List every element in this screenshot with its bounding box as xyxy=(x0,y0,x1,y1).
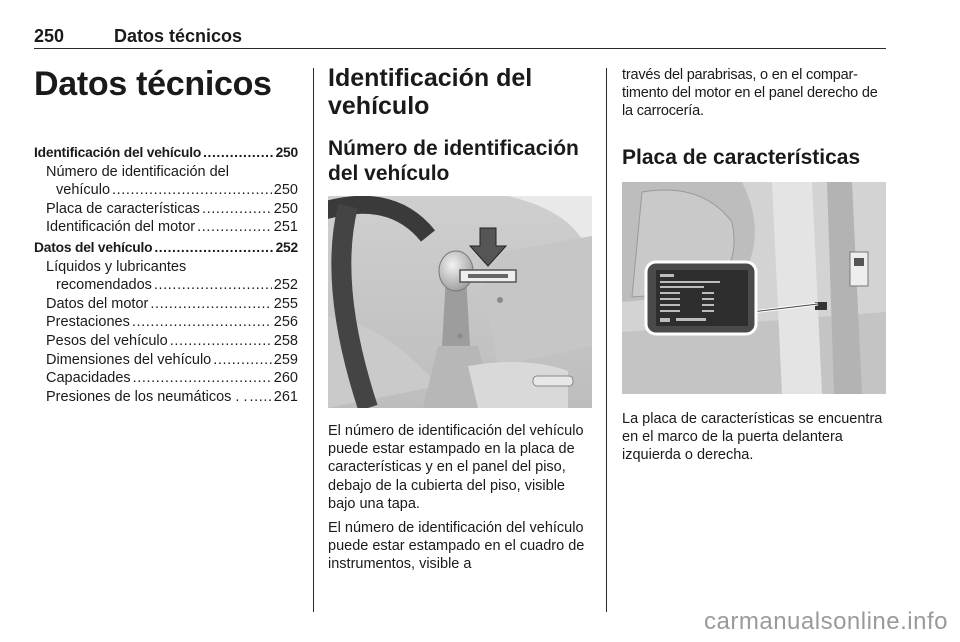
toc-leader-dots xyxy=(203,144,273,163)
toc-page-number: 251 xyxy=(273,219,298,236)
toc-entry xyxy=(34,351,298,370)
toc-entry-label: Pesos del vehículo xyxy=(46,332,168,349)
toc-page-number: 250 xyxy=(273,182,298,199)
toc-entry xyxy=(34,181,298,200)
toc-entry xyxy=(34,218,298,237)
toc-entry xyxy=(34,276,298,295)
toc-entry-label: Número de identificación del xyxy=(46,163,229,180)
toc-entry xyxy=(34,369,298,388)
toc-page-number: 256 xyxy=(273,314,298,331)
toc-entry xyxy=(34,163,298,182)
toc-entry xyxy=(34,388,298,407)
toc-leader-dots xyxy=(213,351,272,370)
paragraph: El número de identificación del vehículo puede estar estampado en la placa de características y en el panel del piso, debajo de la cubierta del piso, visible bajo una tapa. xyxy=(328,423,584,512)
toc-entry xyxy=(34,313,298,332)
toc-entry-label: Datos del motor xyxy=(46,295,149,312)
toc-entry-label: Presiones de los neumáticos . . xyxy=(46,388,248,405)
toc-leader-dots xyxy=(170,332,272,351)
toc-page-number: 261 xyxy=(273,388,298,405)
toc-leader-dots xyxy=(154,239,273,258)
toc-page-number: 255 xyxy=(273,295,298,312)
identification-plate-illustration xyxy=(622,182,886,394)
section-heading: Identificación del vehículo xyxy=(328,64,533,120)
toc-entry-label: Identificación del vehículo xyxy=(34,145,202,160)
toc-page-number: 252 xyxy=(273,277,298,294)
table-of-contents xyxy=(34,144,298,406)
toc-section-entry xyxy=(34,144,298,163)
column-divider-2 xyxy=(606,68,607,612)
toc-leader-dots xyxy=(197,218,272,237)
toc-leader-dots xyxy=(250,388,272,407)
toc-entry-label: vehículo xyxy=(56,182,111,199)
column-toc xyxy=(34,64,298,406)
toc-entry-label: recomendados xyxy=(56,277,152,294)
toc-entry-label: Placa de características xyxy=(46,200,200,217)
watermark: carmanualsonline.info xyxy=(704,608,948,635)
paragraph: través del parabrisas, o en el compar- timento del motor en el panel derecho de la carrocería. xyxy=(622,67,878,120)
toc-entry-label: Datos del vehículo xyxy=(34,239,153,255)
toc-entry-label: Líquidos y lubricantes xyxy=(46,258,187,275)
page-number: 250 xyxy=(34,26,65,46)
toc-entry-label: Identificación del motor xyxy=(46,219,196,236)
toc-page-number: 259 xyxy=(273,351,298,368)
vin-location-illustration xyxy=(328,196,592,408)
toc-leader-dots xyxy=(132,313,272,332)
toc-entry-label: Capacidades xyxy=(46,370,131,387)
toc-page-number: 260 xyxy=(273,370,298,387)
toc-section-entry xyxy=(34,239,298,258)
toc-page-number: 258 xyxy=(273,332,298,349)
subsection-heading: Número de identificación del vehículo xyxy=(328,137,579,185)
toc-page-number: 252 xyxy=(275,239,298,255)
chapter-title: Datos técnicos xyxy=(34,65,272,103)
column-divider-1 xyxy=(313,68,314,612)
column-vin xyxy=(328,64,592,574)
toc-page-number: 250 xyxy=(273,200,298,217)
running-title: Datos técnicos xyxy=(114,26,243,46)
toc-page-number: 250 xyxy=(275,145,298,160)
toc-leader-dots xyxy=(154,276,272,295)
toc-leader-dots xyxy=(202,200,272,219)
toc-leader-dots xyxy=(112,181,272,200)
toc-entry xyxy=(34,258,298,277)
subsection-heading: Placa de características xyxy=(622,145,861,169)
toc-leader-dots xyxy=(133,369,272,388)
column-plate xyxy=(622,64,886,464)
toc-entry xyxy=(34,332,298,351)
toc-entry-label: Prestaciones xyxy=(46,314,130,331)
page-header xyxy=(34,20,886,49)
paragraph: El número de identificación del vehículo puede estar estampado en el cuadro de instrumentos, visible a xyxy=(328,520,585,573)
paragraph: La placa de características se encuentra en el marco de la puerta delantera izquierda o derecha. xyxy=(622,410,883,464)
toc-entry xyxy=(34,295,298,314)
toc-leader-dots xyxy=(150,295,271,314)
toc-entry xyxy=(34,200,298,219)
toc-entry-label: Dimensiones del vehículo xyxy=(46,351,212,368)
